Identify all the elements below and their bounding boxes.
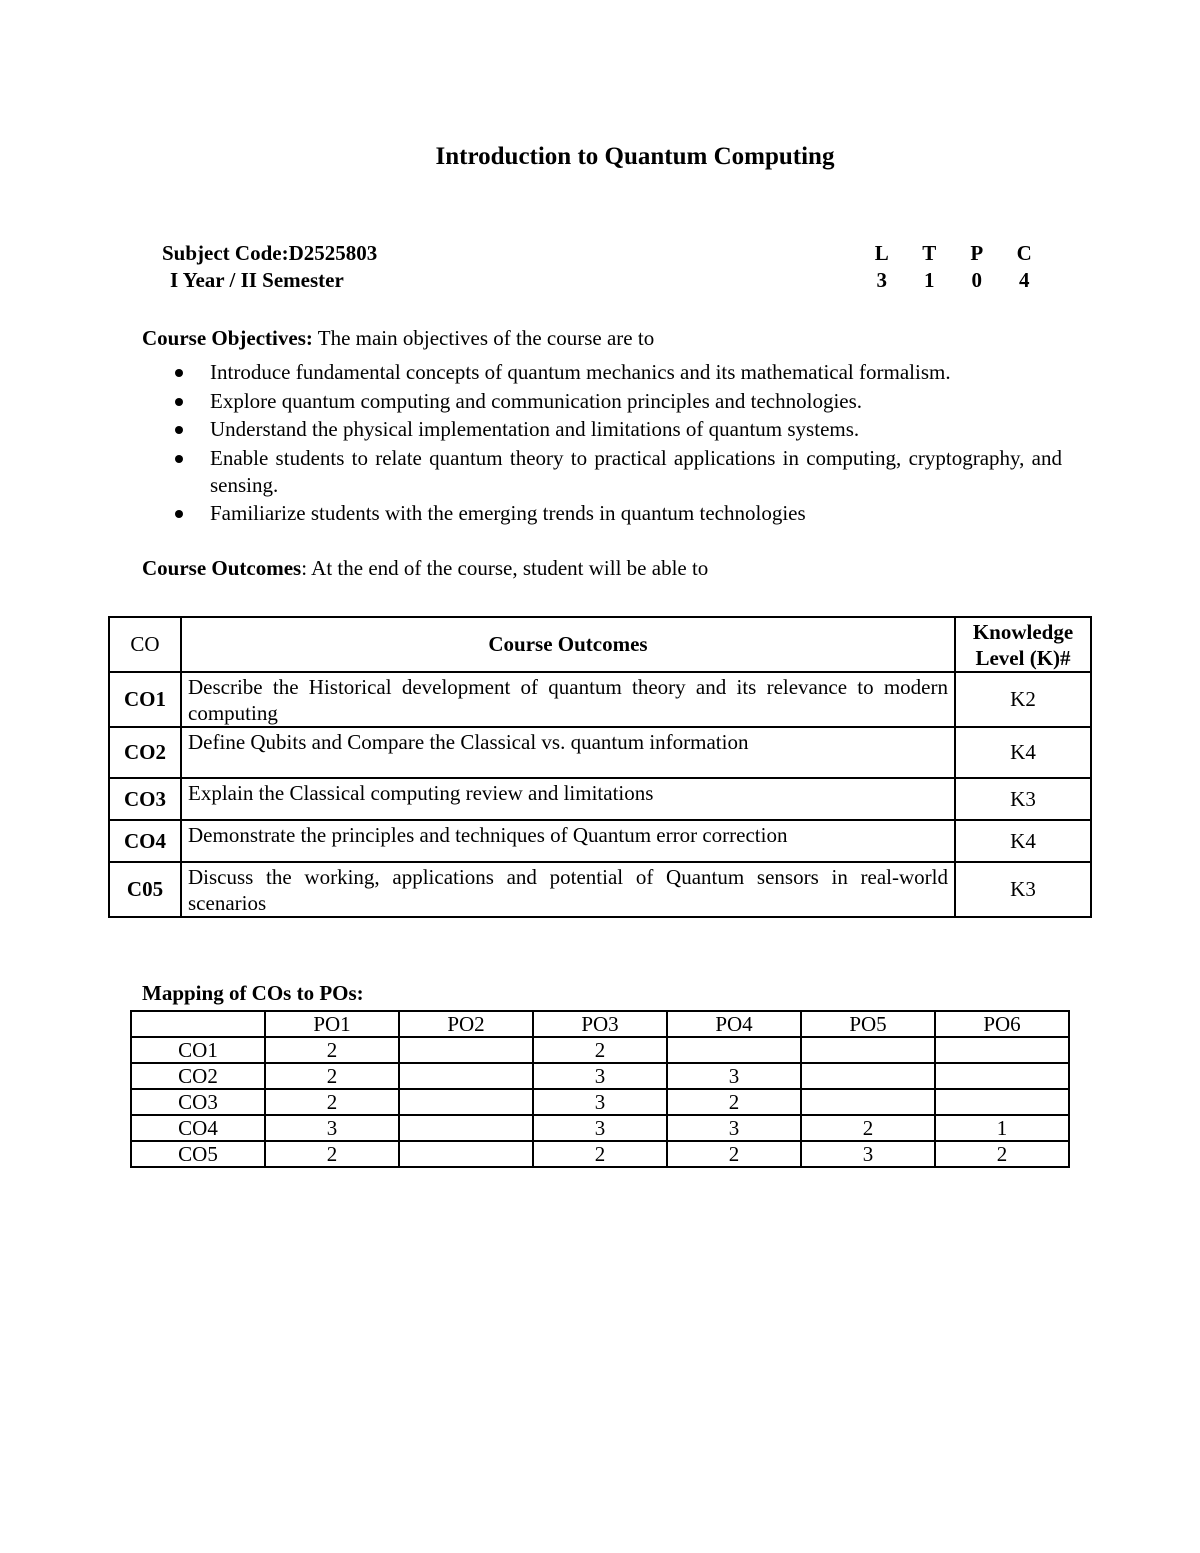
subject-code: Subject Code:D2525803 bbox=[162, 241, 378, 265]
co-id-cell: CO2 bbox=[109, 727, 181, 778]
mapping-co-cell: CO4 bbox=[131, 1115, 265, 1141]
ltpc-value: 1 bbox=[924, 268, 935, 292]
objective-text: Understand the physical implementation and limitations of quantum systems. bbox=[210, 417, 860, 441]
year-semester: I Year / II Semester bbox=[170, 268, 344, 292]
objective-text: Familiarize students with the emerging trends in quantum technologies bbox=[210, 501, 806, 525]
ltpc-header: L bbox=[874, 241, 889, 265]
objective-item bbox=[162, 500, 1062, 527]
mapping-value-cell: 2 bbox=[533, 1141, 667, 1167]
mapping-value-cell bbox=[667, 1037, 801, 1063]
knowledge-level-cell: K3 bbox=[955, 862, 1091, 917]
mapping-value-cell: 2 bbox=[533, 1037, 667, 1063]
mapping-value-cell: 1 bbox=[935, 1115, 1069, 1141]
knowledge-level-cell: K3 bbox=[955, 778, 1091, 820]
objective-item bbox=[162, 359, 1062, 386]
bullet-icon bbox=[175, 398, 183, 406]
ltpc-value: 3 bbox=[876, 268, 887, 292]
ltpc-header: T bbox=[922, 241, 937, 265]
co-po-mapping-table bbox=[130, 1010, 1070, 1168]
course-objectives-label: Course Objectives: bbox=[142, 326, 313, 350]
mapping-value-cell: 3 bbox=[533, 1089, 667, 1115]
ltpc-grid bbox=[858, 241, 1048, 295]
table-row bbox=[109, 820, 1091, 862]
mapping-value-cell: 3 bbox=[533, 1063, 667, 1089]
mapping-co-cell: CO2 bbox=[131, 1063, 265, 1089]
course-objectives-heading bbox=[142, 326, 654, 351]
po-column-header: PO5 bbox=[801, 1011, 935, 1037]
knowledge-level-column-header: Knowledge Level (K)# bbox=[955, 617, 1091, 672]
bullet-icon bbox=[175, 455, 183, 463]
course-outcomes-table bbox=[108, 616, 1092, 918]
mapping-value-cell bbox=[801, 1037, 935, 1063]
objective-text: Explore quantum computing and communication principles and technologies. bbox=[210, 388, 863, 413]
table-row bbox=[109, 862, 1091, 917]
mapping-value-cell: 2 bbox=[265, 1089, 399, 1115]
objectives-list bbox=[162, 359, 1062, 529]
mapping-value-cell: 2 bbox=[265, 1141, 399, 1167]
mapping-value-cell bbox=[399, 1141, 533, 1167]
po-column-header: PO1 bbox=[265, 1011, 399, 1037]
mapping-value-cell: 3 bbox=[801, 1141, 935, 1167]
co-id-cell: CO3 bbox=[109, 778, 181, 820]
mapping-value-cell bbox=[935, 1089, 1069, 1115]
ltpc-header-row bbox=[858, 241, 1048, 268]
mapping-value-cell bbox=[935, 1037, 1069, 1063]
knowledge-level-cell: K4 bbox=[955, 820, 1091, 862]
co-description-cell: Demonstrate the principles and techniques of Quantum error correction bbox=[181, 820, 955, 862]
mapping-co-cell: CO5 bbox=[131, 1141, 265, 1167]
course-objectives-intro: The main objectives of the course are to bbox=[312, 326, 655, 350]
course-outcomes-label: Course Outcomes bbox=[142, 556, 302, 580]
table-header-row bbox=[109, 617, 1091, 672]
objective-text: Introduce fundamental concepts of quantum mechanics and its mathematical formalism. bbox=[210, 360, 951, 384]
table-row bbox=[131, 1115, 1069, 1141]
co-id-cell: CO1 bbox=[109, 672, 181, 727]
co-description-cell: Discuss the working, applications and potential of Quantum sensors in real-world scenarios bbox=[181, 862, 955, 917]
mapping-value-cell: 3 bbox=[667, 1063, 801, 1089]
ltpc-header: C bbox=[1016, 241, 1032, 265]
mapping-value-cell: 3 bbox=[265, 1115, 399, 1141]
po-column-header: PO4 bbox=[667, 1011, 801, 1037]
co-description-cell: Define Qubits and Compare the Classical vs. quantum information bbox=[181, 727, 955, 778]
table-row bbox=[109, 672, 1091, 727]
po-column-header: PO6 bbox=[935, 1011, 1069, 1037]
mapping-co-cell: CO3 bbox=[131, 1089, 265, 1115]
outcomes-column-header: Course Outcomes bbox=[181, 617, 955, 672]
knowledge-level-cell: K4 bbox=[955, 727, 1091, 778]
ltpc-value-row bbox=[858, 268, 1048, 295]
mapping-value-cell: 2 bbox=[667, 1141, 801, 1167]
bullet-icon bbox=[175, 426, 183, 434]
mapping-value-cell: 2 bbox=[667, 1089, 801, 1115]
po-column-header: PO2 bbox=[399, 1011, 533, 1037]
mapping-value-cell bbox=[801, 1089, 935, 1115]
mapping-value-cell bbox=[801, 1063, 935, 1089]
mapping-value-cell bbox=[399, 1089, 533, 1115]
mapping-heading: Mapping of COs to POs: bbox=[142, 981, 364, 1005]
mapping-value-cell: 2 bbox=[265, 1037, 399, 1063]
knowledge-level-cell: K2 bbox=[955, 672, 1091, 727]
co-id-cell: CO4 bbox=[109, 820, 181, 862]
mapping-value-cell bbox=[399, 1115, 533, 1141]
mapping-co-cell: CO1 bbox=[131, 1037, 265, 1063]
bullet-icon bbox=[175, 510, 183, 518]
mapping-corner-cell bbox=[131, 1011, 265, 1037]
po-column-header: PO3 bbox=[533, 1011, 667, 1037]
co-description-cell: Describe the Historical development of quantum theory and its relevance to modern computing bbox=[181, 672, 955, 727]
ltpc-value: 0 bbox=[971, 268, 982, 292]
mapping-value-cell bbox=[399, 1037, 533, 1063]
bullet-icon bbox=[175, 369, 183, 377]
objective-text: Enable students to relate quantum theory to practical applications in computing, cryptography, and sensing. bbox=[210, 445, 1062, 497]
co-id-cell: C05 bbox=[109, 862, 181, 917]
objective-item bbox=[162, 445, 1062, 499]
course-outcomes-heading bbox=[142, 556, 708, 581]
objective-item bbox=[162, 416, 1062, 443]
ltpc-value: 4 bbox=[1019, 268, 1030, 292]
mapping-value-cell: 3 bbox=[533, 1115, 667, 1141]
objective-item bbox=[162, 388, 1062, 415]
ltpc-header: P bbox=[970, 241, 984, 265]
table-row bbox=[131, 1037, 1069, 1063]
mapping-value-cell: 2 bbox=[935, 1141, 1069, 1167]
mapping-value-cell bbox=[399, 1063, 533, 1089]
co-column-header: CO bbox=[109, 617, 181, 672]
document-title: Introduction to Quantum Computing bbox=[435, 143, 835, 170]
mapping-value-cell: 2 bbox=[265, 1063, 399, 1089]
table-row bbox=[131, 1063, 1069, 1089]
mapping-value-cell: 2 bbox=[801, 1115, 935, 1141]
table-row bbox=[131, 1089, 1069, 1115]
table-header-row bbox=[131, 1011, 1069, 1037]
table-row bbox=[109, 778, 1091, 820]
mapping-value-cell: 3 bbox=[667, 1115, 801, 1141]
course-outcomes-intro: : At the end of the course, student will be able to bbox=[301, 556, 709, 580]
co-description-cell: Explain the Classical computing review and limitations bbox=[181, 778, 955, 820]
table-row bbox=[131, 1141, 1069, 1167]
mapping-value-cell bbox=[935, 1063, 1069, 1089]
table-row bbox=[109, 727, 1091, 778]
